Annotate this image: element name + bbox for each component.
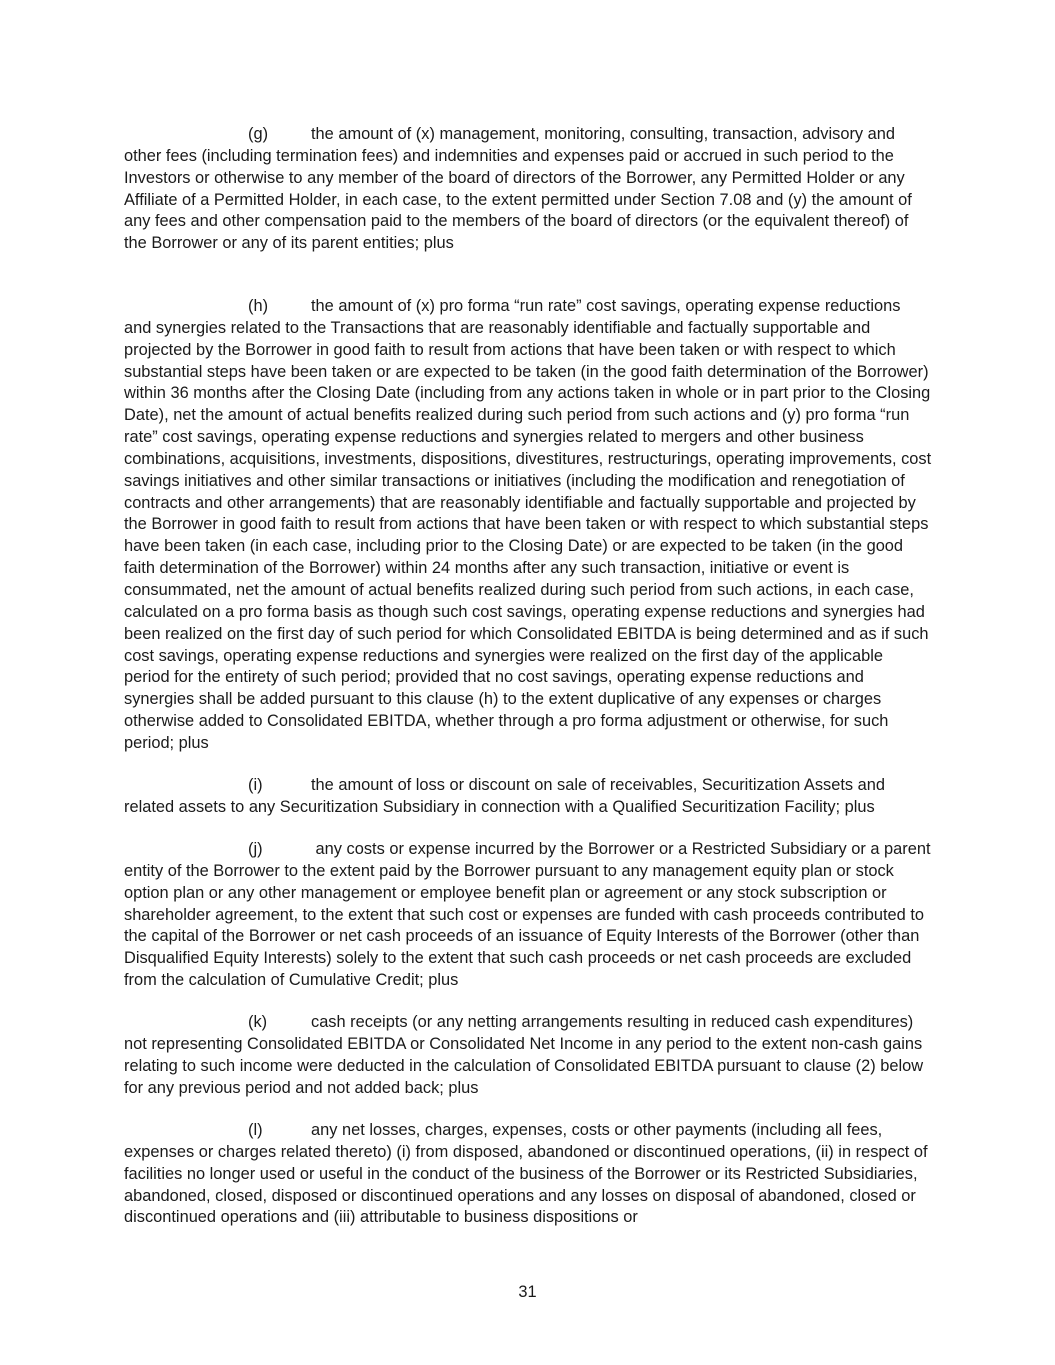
clause-marker: (k) [248,1013,268,1031]
clause-k [124,1012,932,1099]
clause-marker: (l) [248,1121,263,1139]
clause-h [124,296,932,755]
clause-marker: (j) [248,840,263,858]
clause-text: any net losses, charges, expenses, costs or other payments (including all fees, expenses or charges related thereto) (i) from disposed, abandoned or discontinued operations, (ii) in respect of facilities no longer used or useful in the conduct of the business of the Borrower or its Restricted Subsidiaries, abandoned, closed, disposed or discontinued operations and any losses on disposal of abandoned, closed or discontinued operations and (iii) attributable to business dispositions or [124,1121,928,1227]
clause-text: cash receipts (or any netting arrangements resulting in reduced cash expenditures) not representing Consolidated EBITDA or Consolidated Net Income in any period to the extent non-cash gains relating to such income were deducted in the calculation of Consolidated EBITDA pursuant to clause (2) below for any previous period and not added back; plus [124,1013,924,1097]
clause-marker: (g) [248,125,269,143]
clause-i [124,775,932,819]
clause-marker: (h) [248,297,269,315]
clause-j [124,839,932,992]
clause-text: the amount of loss or discount on sale of receivables, Securitization Assets and related assets to any Securitization Subsidiary in connection with a Qualified Securitization Facility; plus [124,776,885,816]
clause-l [124,1120,932,1229]
page-number: 31 [518,1283,537,1301]
clause-marker: (i) [248,776,263,794]
clause-text: the amount of (x) pro forma “run rate” cost savings, operating expense reductions and synergies related to the Transactions that are reasonably identifiable and factually supportable and projected by the Borrower in good faith to result from actions that have been taken or with respect to which substantial steps have been taken or are expected to be taken (in the good faith determination of the Borrower) within 36 months after the Closing Date (including from any actions taken in whole or in part prior to the Closing Date), net the amount of actual benefits realized during such period from such actions and (y) pro forma “run rate” cost savings, operating expense reductions and synergies related to mergers and other business combinations, acquisitions, investments, dispositions, divestitures, restructurings, operating improvements, cost savings initiatives and other similar transactions or initiatives (including the modification and renegotiation of contracts and other arrangements) that are reasonably identifiable and factually supportable and projected by the Borrower in good faith to result from actions that have been taken or with respect to which substantial steps have been taken (in each case, including prior to the Closing Date) or are expected to be taken (in the good faith determination of the Borrower) within 24 months after any such transaction, initiative or event is consummated, net the amount of actual benefits realized during such period from such actions, in each case, calculated on a pro forma basis as though such cost savings, operating expense reductions and synergies had been realized on the first day of such period for which Consolidated EBITDA is being determined and as if such cost savings, operating expense reductions and synergies were realized on the first day of the applicable period for the entirety of such period; provided that no cost savings, operating expense reductions and synergies shall be added pursuant to this clause (h) to the extent duplicative of any expenses or charges otherwise added to Consolidated EBITDA, whether through a pro forma adjustment or otherwise, for such period; plus [124,297,932,752]
clause-text: the amount of (x) management, monitoring, consulting, transaction, advisory and other fees (including termination fees) and indemnities and expenses paid or accrued in such period to the Investors or otherwise to any member of the board of directors of the Borrower, any Permitted Holder or any Affiliate of a Permitted Holder, in each case, to the extent permitted under Section 7.08 and (y) the amount of any fees and other compensation paid to the members of the board of directors (or the equivalent thereof) of the Borrower or any of its parent entities; plus [124,125,912,253]
clause-text: any costs or expense incurred by the Borrower or a Restricted Subsidiary or a parent entity of the Borrower to the extent paid by the Borrower pursuant to any management equity plan or stock option plan or any other management or employee benefit plan or agreement or any stock subscription or shareholder agreement, to the extent that such cost or expenses are funded with cash proceeds contributed to the capital of the Borrower or net cash proceeds of an issuance of Equity Interests of the Borrower (other than Disqualified Equity Interests) solely to the extent that such cash proceeds or net cash proceeds are excluded from the calculation of Cumulative Credit; plus [124,840,931,990]
clause-g [124,124,932,255]
